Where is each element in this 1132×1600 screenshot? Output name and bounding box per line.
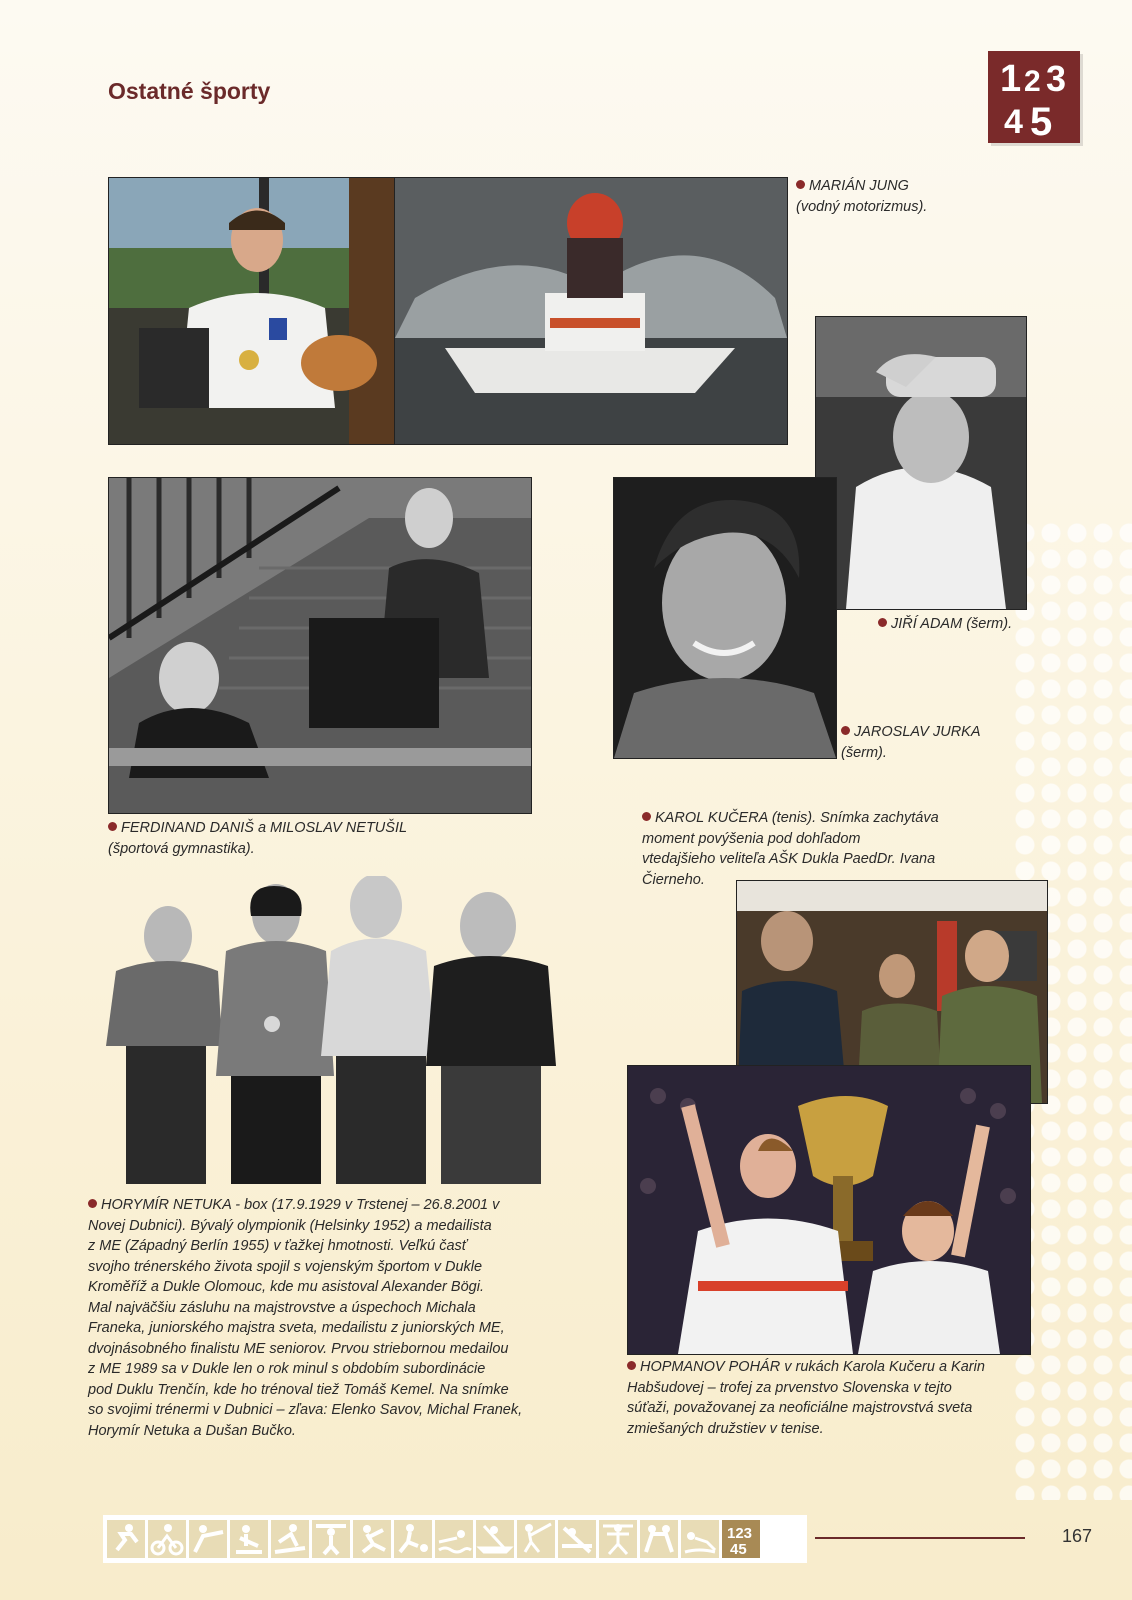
svg-text:2: 2 — [1024, 65, 1041, 98]
svg-text:123: 123 — [727, 1525, 753, 1542]
diving-icon — [681, 1520, 719, 1558]
svg-text:1: 1 — [1000, 58, 1022, 100]
caption-bullet-icon — [88, 1199, 97, 1208]
photo-netuka-group — [96, 876, 570, 1184]
rowing-icon — [230, 1520, 268, 1558]
photo-marian-jung-medal — [108, 177, 396, 445]
caption-karol-kucera: KAROL KUČERA (tenis). Snímka zachytáva moment povýšenia pod dohľadom vtedajšieho veliteľa AŠK Dukla PaedDr. Ivana Čierneho. — [642, 810, 939, 888]
caption-jiri-adam: JIŘÍ ADAM (šerm). — [878, 614, 1038, 635]
gymnastics-icon — [353, 1520, 391, 1558]
svg-text:5: 5 — [1030, 100, 1053, 143]
photo-hopman-cup — [627, 1065, 1031, 1355]
football-icon — [394, 1520, 432, 1558]
shooting-icon — [189, 1520, 227, 1558]
numbers-logo — [988, 51, 1080, 143]
caption-bullet-icon — [878, 618, 887, 627]
skiing-icon — [271, 1520, 309, 1558]
sports-icon-strip — [103, 1515, 807, 1563]
kayak-icon — [558, 1520, 596, 1558]
photo-jiri-adam — [815, 316, 1027, 610]
caption-bullet-icon — [841, 726, 850, 735]
caption-hopman-cup: HOPMANOV POHÁR v rukách Karola Kučeru a Karin Habšudovej – trofej za prvenstvo Slovenska v tejto súťaži, považovanej za neoficiálne majstrovstvá sveta zmiešaných družstiev v tenise. — [627, 1359, 985, 1437]
svg-text:3: 3 — [1046, 58, 1067, 99]
caption-bullet-icon — [627, 1361, 636, 1370]
photo-danis-netusil — [108, 477, 532, 814]
photo-powerboat — [394, 177, 788, 445]
biathlon-icon — [599, 1520, 637, 1558]
page-number: 167 — [1062, 1526, 1093, 1546]
numbers-logo-icon — [722, 1520, 760, 1558]
footer-rule — [815, 1537, 1025, 1539]
svg-text:45: 45 — [730, 1541, 747, 1558]
caption-marian-jung: MARIÁN JUNG (vodný motorizmus). — [796, 178, 928, 215]
cycling-icon — [148, 1520, 186, 1558]
caption-bullet-icon — [796, 180, 805, 189]
caption-bullet-icon — [108, 822, 117, 831]
caption-jaroslav-jurka: JAROSLAV JURKA (šerm). — [841, 724, 981, 761]
caption-bullet-icon — [642, 812, 651, 821]
svg-text:4: 4 — [1004, 103, 1023, 141]
photo-jaroslav-jurka — [613, 477, 837, 759]
fencing-icon — [517, 1520, 555, 1558]
page-title: Ostatné športy — [108, 78, 271, 104]
canoe-icon — [476, 1520, 514, 1558]
swimming-icon — [435, 1520, 473, 1558]
running-icon — [107, 1520, 145, 1558]
wrestling-icon — [640, 1520, 678, 1558]
caption-danis-netusil: FERDINAND DANIŠ a MILOSLAV NETUŠIL (športová gymnastika). — [108, 820, 408, 857]
caption-netuka: HORYMÍR NETUKA - box (17.9.1929 v Trstenej – 26.8.2001 v Novej Dubnici). Bývalý olympionik (Helsinky 1952) a medailista z ME (Západný Berlín 1955) v ťažkej hmotnosti. Veľkú časť svojho trénerského života spojil s vojenským športom v Dukle Kroměříž a Dukle Olomouc, kde mu asistoval Alexander Bögi. Mal najväčšiu zásluhu na majstrovstve a úspechoch Michala Franeka, juniorského majstra sveta, medailistu z juniorských ME, dvojnásobného finalistu ME seniorov. Prvou striebornou medailou z ME 1989 sa v Dukle len o rok minul s obdobím subordinácie pod Duklu Trenčín, kde ho trénoval tiež Tomáš Kemel. Na snímke so svojimi trénermi v Dubnici – zľava: Elenko Savov, Michal Franek, Horymír Netuka a Dušan Bučko. — [88, 1197, 523, 1439]
weightlifting-icon — [312, 1520, 350, 1558]
